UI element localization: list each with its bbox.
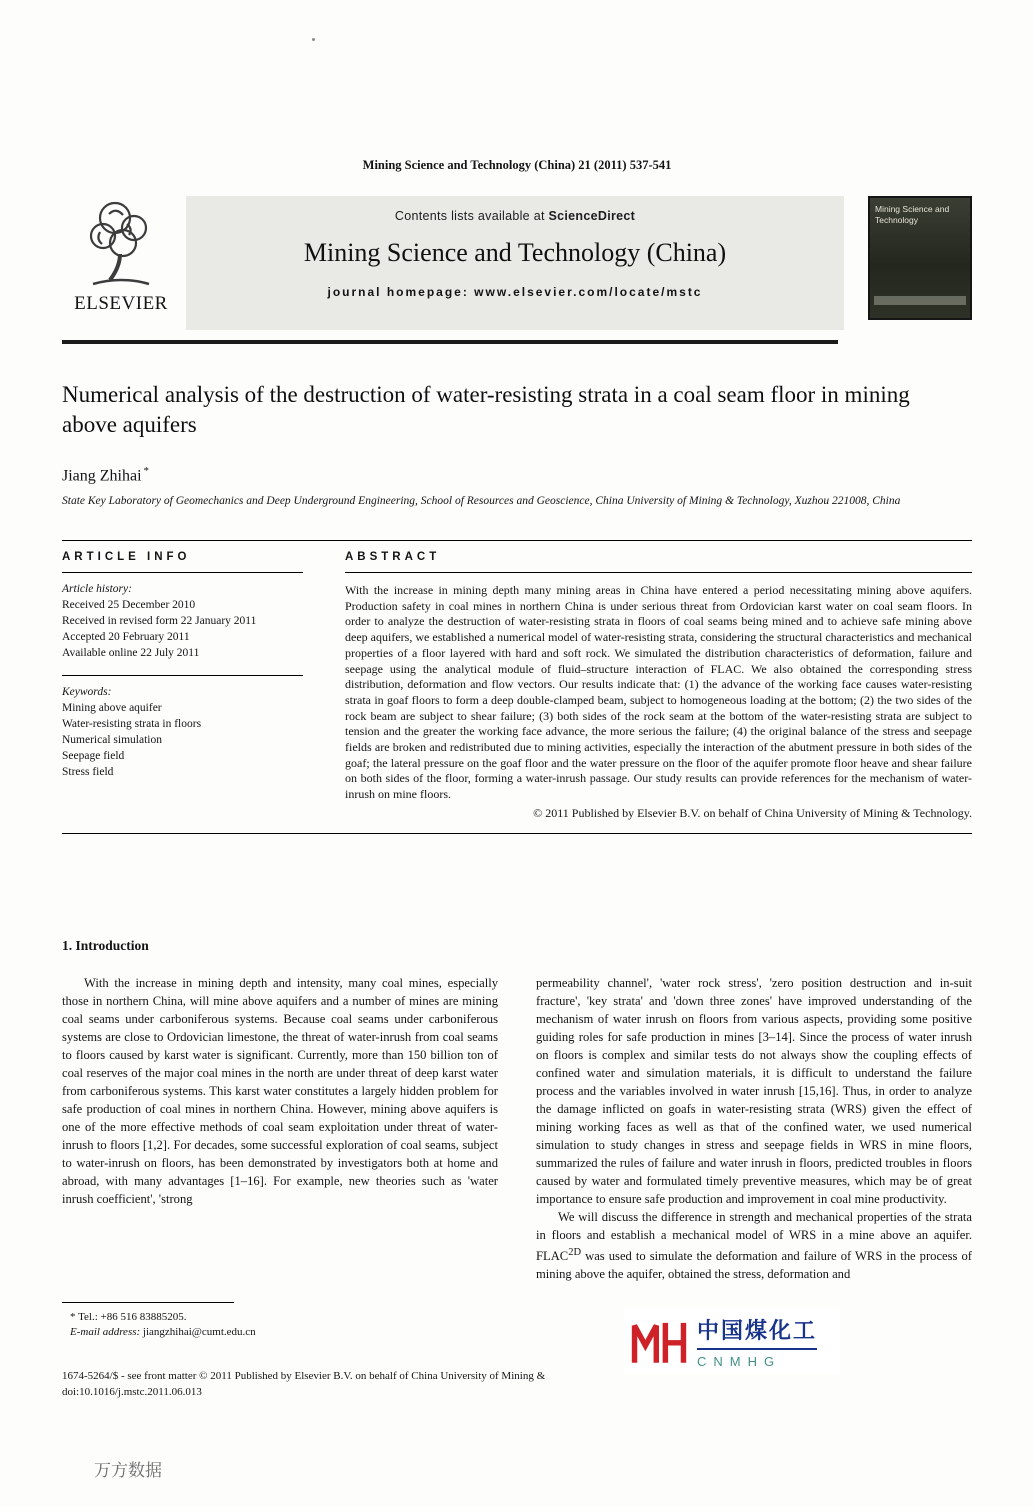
footnote-email — [62, 1325, 402, 1340]
author-text: Jiang Zhihai — [62, 467, 142, 485]
article-info-heading: ARTICLE INFO — [62, 549, 303, 573]
keyword-item: Numerical simulation — [62, 734, 162, 746]
keyword-item: Water-resisting strata in floors — [62, 718, 202, 730]
author-affiliation: State Key Laboratory of Geomechanics and Deep Underground Engineering, School of Resources and Geoscience, China University of Mining & Technology, Xuzhou 221008, China — [62, 495, 901, 507]
body-left-column — [62, 938, 498, 1283]
sciencedirect-label: ScienceDirect — [548, 209, 636, 223]
keyword-item: Mining above aquifer — [62, 702, 162, 714]
copyright-line: © 2011 Published by Elsevier B.V. on behalf of China University of Mining & Technology. — [533, 805, 972, 820]
history-item: Accepted 20 February 2011 — [62, 631, 190, 643]
keyword-item: Seepage field — [62, 750, 125, 762]
footnote-email-address: jiangzhihai@cumt.edu.cn — [142, 1326, 256, 1338]
journal-cover-thumbnail — [868, 196, 972, 320]
journal-title: Mining Science and Technology (China) — [303, 238, 727, 267]
keywords-divider — [62, 675, 303, 676]
contents-line — [194, 209, 836, 223]
methods-text-post: was used to simulate the deformation and failure of WRS in the process of mining above the aquifer, obtained the stress, deformation and — [536, 1249, 972, 1282]
cover-texture-band — [874, 296, 966, 305]
front-matter-line: 1674-5264/$ - see front matter © 2011 Published by Elsevier B.V. on behalf of China University of Mining & — [62, 1370, 546, 1382]
elsevier-wordmark: ELSEVIER — [74, 293, 168, 314]
flac-superscript: 2D — [568, 1247, 582, 1258]
watermark-latin-text: CNMHG — [697, 1353, 782, 1369]
footnote-rule — [62, 1302, 234, 1303]
article-info-column — [62, 549, 345, 821]
footnote-symbol: * — [70, 1311, 76, 1323]
cnmhg-watermark — [624, 1308, 840, 1374]
footnote-email-label: E-mail address: — [70, 1326, 141, 1338]
abstract-text: With the increase in mining depth many mining areas in China have entered a period necessitating mining above aquifers. Production safety in coal mines in northern China is under serious threat from Ordovician karst water on coal seam floors. In order to analyze the destruction of water-resisting strata in floors of coal seams being mined and to achieve safe mining above deep aquifers, we established a numerical model of water-resisting strata, considering the structural characteristics and mechanical properties of a floor layered with hard and soft rock. We simulated the distribution characteristics of deformation, failure and seepage using the analytical module of fluid–structure interaction of FLAC. We also obtained the corresponding stress distribution, deformation and flow vectors. Our results indicate that: (1) the advance of the working face causes water-resisting strata in goaf floors to form a deep double-clamped beam, subject to homogeneous loading at the bottom; (2) the two sides of the rock beam are subject to shear failure; (3) both sides of the rock seam at the bottom of the water-resisting strata are subject to tension and the greater the working face advance, the more serious the failure; (4) the original balance of the stress and seepage fields are broken and redistributed due to mining activities, especially the interaction of the abutment pressure in both sides of the goaf; the lateral pressure on the goaf floor and the water pressure on the floor of the aquifer promote floor heave and shear failure on both sides of the floor, forming a water-inrush passage. Our study results can provide references for the mechanism of water-inrush on mine floors. — [345, 583, 972, 802]
article-title: Numerical analysis of the destruction of water-resisting strata in a coal seam floor in mining above aquifers — [62, 382, 910, 438]
history-item: Received 25 December 2010 — [62, 599, 196, 611]
elsevier-tree-icon — [75, 196, 167, 292]
abstract-heading: ABSTRACT — [345, 549, 972, 573]
journal-header — [62, 196, 972, 330]
keyword-item: Stress field — [62, 766, 114, 778]
front-matter-block — [62, 1368, 545, 1400]
cover-title: Mining Science and Technology — [875, 204, 950, 226]
history-item: Received in revised form 22 January 2011 — [62, 615, 257, 627]
journal-citation: Mining Science and Technology (China) 21 (2011) 537-541 — [362, 158, 672, 172]
history-item: Available online 22 July 2011 — [62, 647, 200, 659]
body-right-column — [536, 938, 972, 1283]
wanfang-data-stamp: 万方数据 — [94, 1461, 162, 1481]
scan-artifact-dot — [312, 38, 315, 41]
header-rule — [62, 340, 838, 344]
methods-text-pre: We will discuss the difference in strength and mechanical properties of the strata in floors and establish a mechanical model of WRS in a mine above an aquifer. FLAC — [536, 1210, 972, 1264]
footnote-tel-text: Tel.: +86 516 83885205. — [78, 1311, 187, 1323]
intro-paragraph-continued: permeability channel', 'water rock stress', 'zero position destruction and in-suit fracture', 'key strata' and 'down three zones' have improved understanding of the mechanism of water inrush on floors from various aspects, providing some positive guiding roles for safe production in mines [3–14]. Since the process of water inrush on floors is complex and similar tests do not always show the coupling effects of confined water and simulation materials, it is difficult to understand the failure process and the variables involved in water inrush [15,16]. Thus, in order to analyze the damage inflicted on goafs in water-resisting strata (WRS) given the effect of mining working faces as well as that of the confined water, we used numerical simulation to study changes in stress and seepage fields in WRS in mine floors, summarized the rules of failure and water inrush in floors, predicted troubles in floors caused by water and formulated timely preventive measures, which may be of great importance to ensure safe production and improvement in coal mine productivity. — [536, 976, 972, 1206]
doi-line: doi:10.1016/j.mstc.2011.06.013 — [62, 1386, 202, 1398]
watermark-text-block — [697, 1314, 817, 1369]
article-body — [62, 938, 972, 1283]
author-footnote-mark: * — [143, 465, 150, 477]
section-heading-introduction: 1. Introduction — [62, 938, 149, 953]
cnmhg-logo-icon — [630, 1318, 688, 1364]
watermark-chinese-text: 中国煤化工 — [697, 1314, 817, 1350]
footnote-tel — [62, 1310, 402, 1325]
meta-section — [62, 540, 972, 834]
methods-paragraph — [536, 1208, 972, 1283]
intro-paragraph: With the increase in mining depth and intensity, many coal mines, especially those in northern China, will mine above aquifers and a number of mines are mining coal seams under carboniferous systems. Because coal seams under carboniferous systems are close to Ordovician limestone, the threat of water-inrush from coal seams to floors caused by karst water is significant. Currently, more than 150 billion ton of coal reserves of the major coal mines in the north are under threat of deep karst water from carboniferous systems. This karst water constitutes a largely hidden problem for safe production of coal mines in northern China. However, mining above aquifers is one of the more effective methods of coal seam exploitation under threat of water-inrush to floors [1,2]. For decades, some successful exploration of coal seams, subject to water-inrush on floors, has been demonstrated by investigators both at home and abroad, with many advantages [1–16]. For example, new theories such as 'water inrush coefficient', 'strong — [62, 976, 498, 1206]
elsevier-logo — [62, 196, 180, 315]
author-name — [62, 465, 149, 485]
journal-homepage-url: journal homepage: www.elsevier.com/locate/mstc — [327, 285, 703, 299]
contents-prefix: Contents lists available at — [394, 209, 549, 223]
keywords-label: Keywords: — [62, 686, 112, 698]
author-footnote — [62, 1302, 402, 1340]
abstract-column — [345, 549, 972, 821]
article-history-label: Article history: — [62, 583, 132, 595]
journal-banner — [186, 196, 844, 330]
